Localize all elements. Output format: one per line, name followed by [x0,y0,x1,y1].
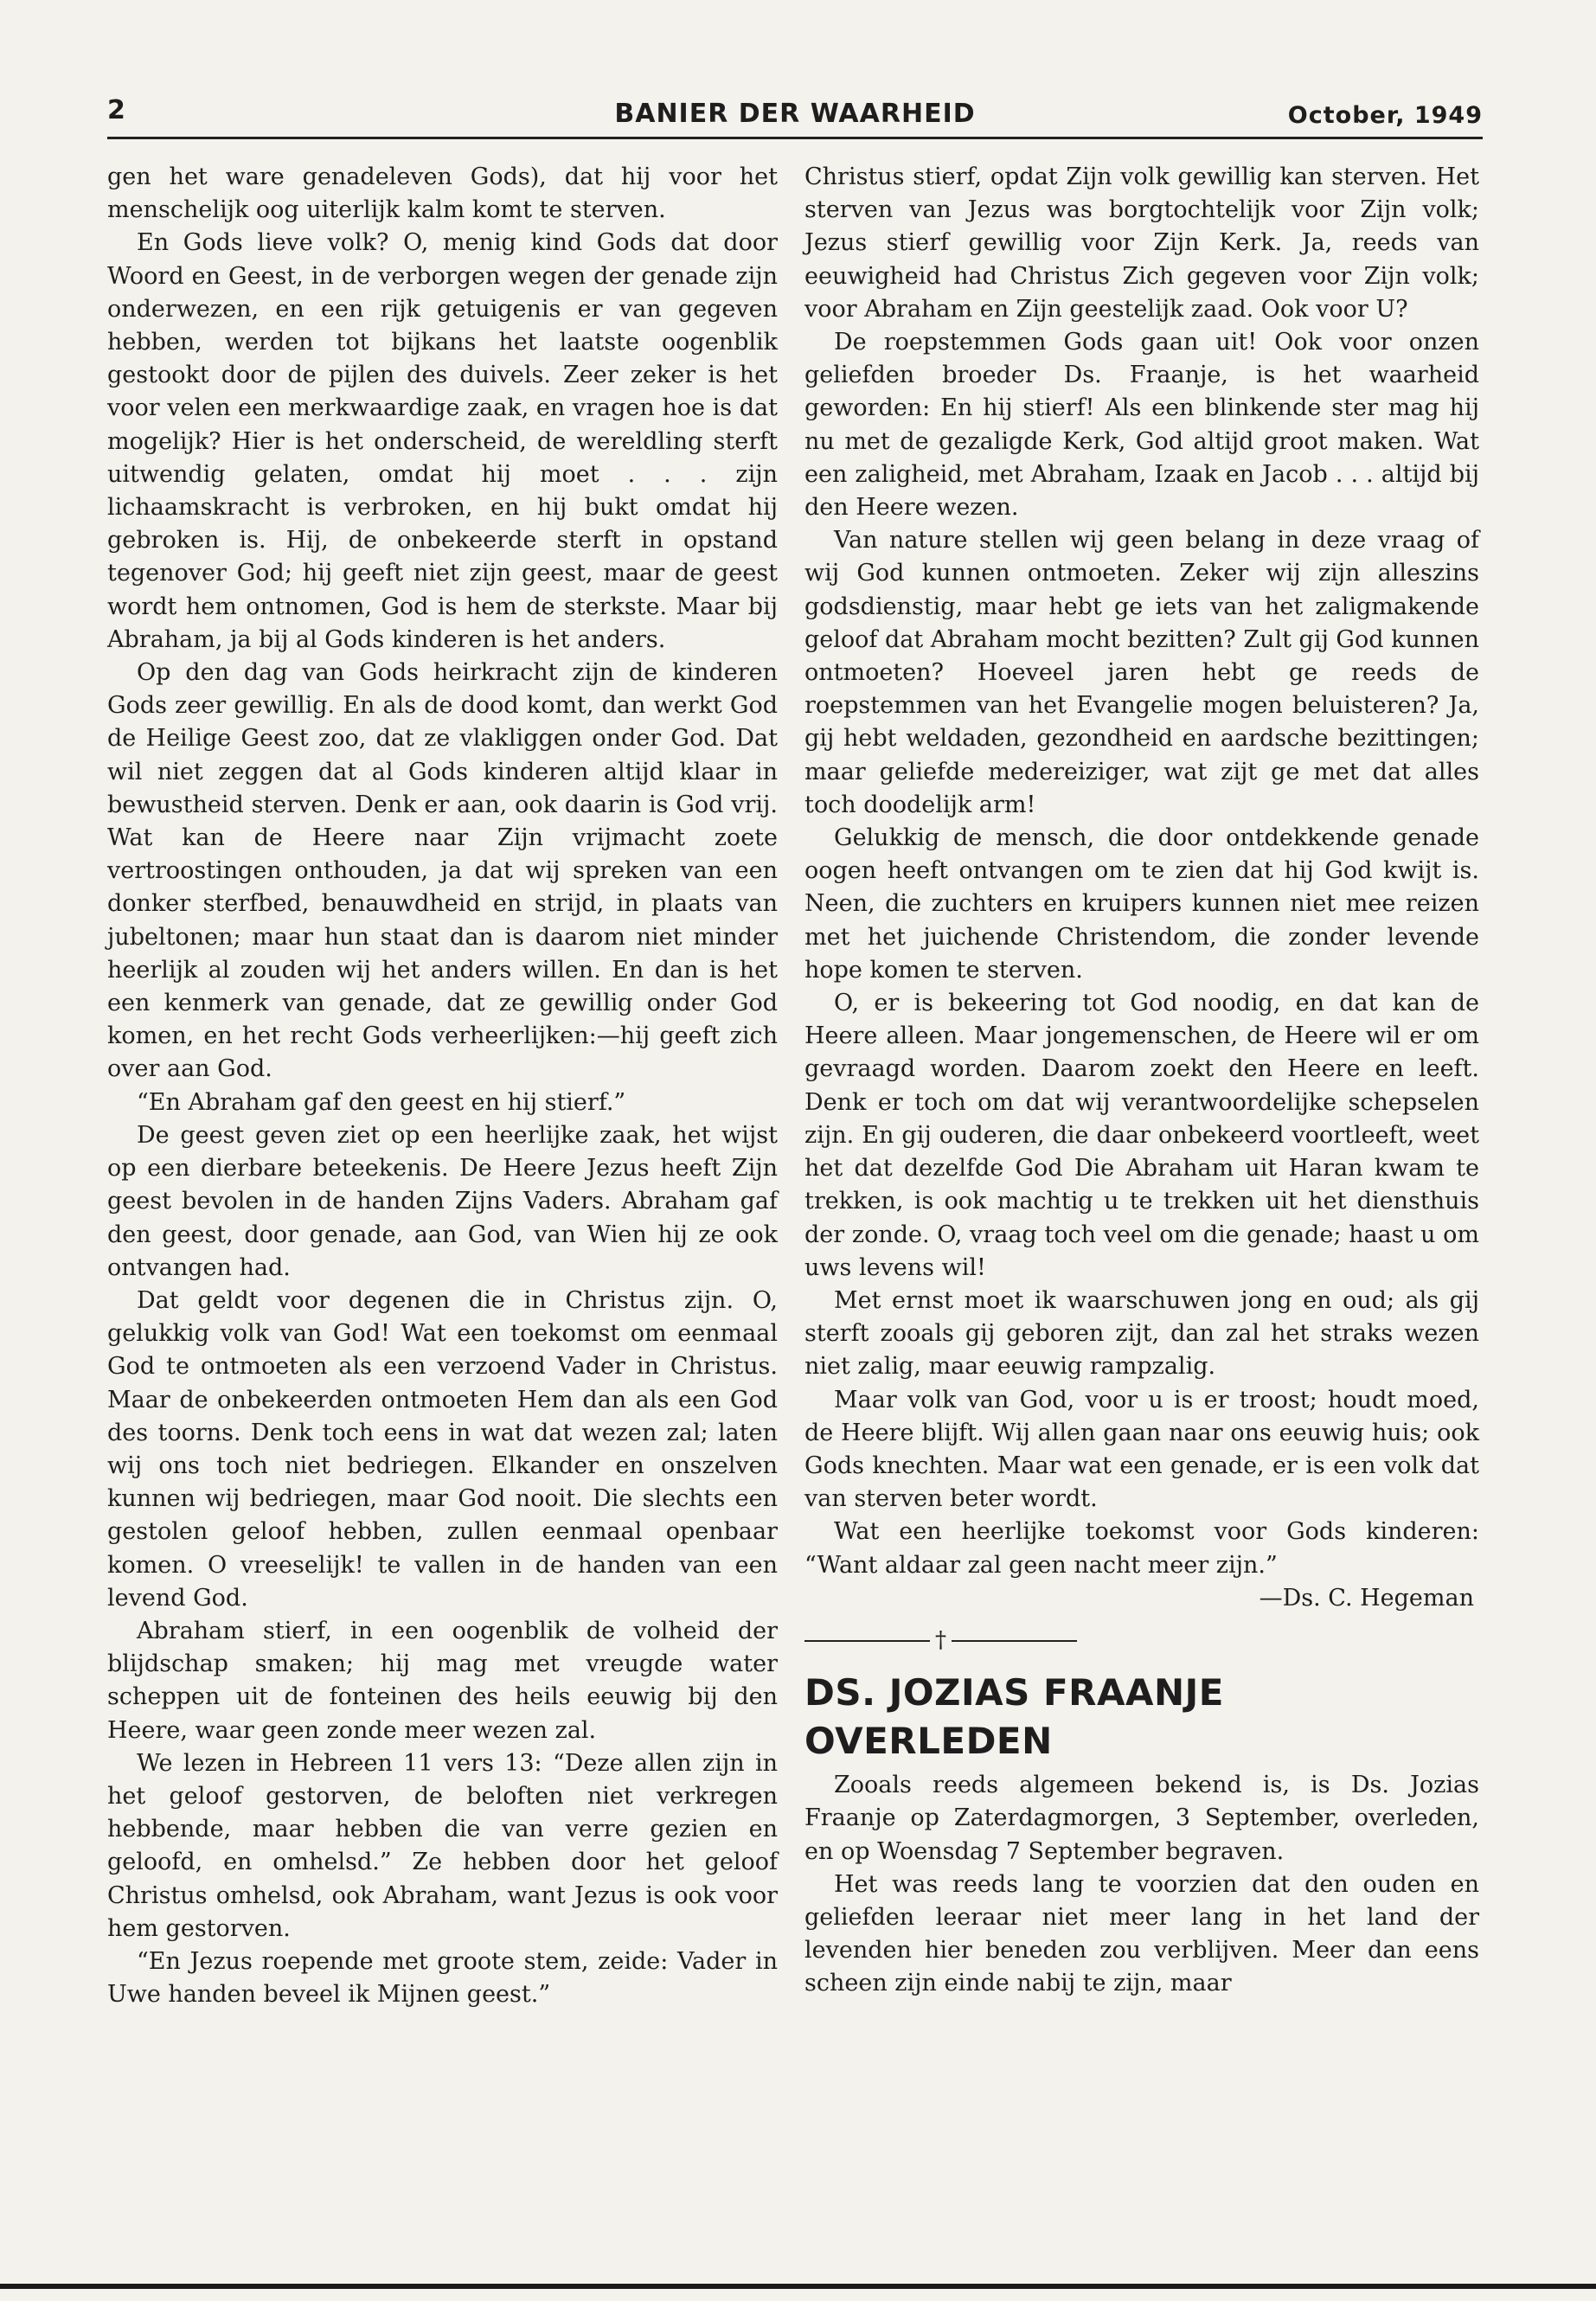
paragraph: Het was reeds lang te voorzien dat den ouden en geliefden leeraar niet meer lang in het land der levenden hier beneden zou verblijven. Meer dan eens scheen zijn einde nabij te zijn, maar [804,1870,1479,1997]
paragraph: Op den dag van Gods heirkracht zijn de kinderen Gods zeer gewillig. En als de dood komt, dan werkt God de Heilige Geest zoo, dat ze vlakliggen onder God. Dat wil niet zeggen dat al Gods kinderen altijd klaar in bewustheid sterven. Denk er aan, ook daarin is God vrij. Wat kan de Heere naar Zijn vrijmacht zoete vertroostingen onthouden, ja dat wij spreken van een donker sterfbed, benauwdheid en strijd, in plaats van jubeltonen; maar hun staat dan is daarom niet minder heerlijk al zouden wij het anders willen. En dan is het een kenmerk van genade, dat ze gewillig onder God komen, en het recht Gods verheerlijken:—hij geeft zich over aan God. [107,659,778,1083]
section-divider [804,1624,1479,1657]
paragraph: Wat een heerlijke toekomst voor Gods kinderen: “Want aldaar zal geen nacht meer zijn.” [804,1518,1479,1579]
article-headline: DS. JOZIAS FRAANJE OVERLEDEN [804,1671,1224,1763]
left-column [107,161,778,2011]
paragraph: We lezen in Hebreen 11 vers 13: “Deze allen zijn in het geloof gestorven, de beloften niet verkregen hebbende, maar hebben die van verre gezien en geloofd, en omhelsd.” Ze hebben door het geloof Christus omhelsd, ook Abraham, want Jezus is ook voor hem gestorven. [107,1749,778,1942]
paragraph: O, er is bekeering tot God noodig, en dat kan de Heere alleen. Maar jongemenschen, de Heere wil er om gevraagd worden. Daarom zoekt den Heere en leeft. Denk er toch om dat wij verantwoordelijke schepselen zijn. En gij ouderen, die daar onbekeerd voortleeft, weet het dat dezelfde God Die Abraham uit Haran kwam te trekken, is ook machtig u te trekken uit het diensthuis der zonde. O, vraag toch veel om die genade; haast u om uws levens wil! [804,990,1479,1281]
paragraph: Zooals reeds algemeen bekend is, is Ds. Jozias Fraanje op Zaterdagmorgen, 3 September, overleden, en op Woensdag 7 September begraven. [804,1772,1479,1865]
paragraph: Dat geldt voor degenen die in Christus zijn. O, gelukkig volk van God! Wat een toekomst om eenmaal God te ontmoeten als een verzoend Vader in Christus. Maar de onbekeerden ontmoeten Hem dan als een God des toorns. Denk toch eens in wat dat wezen zal; laten wij ons toch niet bedriegen. Elkander en onszelven kunnen wij bedriegen, maar God nooit. Die slechts een gestolen geloof hebben, zullen eenmaal openbaar komen. O vreeselijk! te vallen in de handen van een levend God. [107,1286,778,1612]
paragraph: Abraham stierf, in een oogenblik de volheid der blijdschap smaken; hij mag met vreugde water scheppen uit de fonteinen des heils eeuwig bij den Heere, waar geen zonde meer wezen zal. [107,1617,778,1744]
bottom-border [0,2284,1596,2289]
issue-date: October, 1949 [1287,102,1483,129]
paragraph: De roepstemmen Gods gaan uit! Ook voor onzen geliefden broeder Ds. Fraanje, is het waarheid geworden: En hij stierf! Als een blinkende ster mag hij nu met de gezaligde Kerk, God altijd groot maken. Wat een zaligheid, met Abraham, Izaak en Jacob . . . altijd bij den Heere wezen. [804,329,1479,522]
page-number: 2 [107,95,125,125]
paragraph: Gelukkig de mensch, die door ontdekkende genade oogen heeft ontvangen om te zien dat hij God kwijt is. Neen, die zuchters en kruipers kunnen niet mee reizen met het juichende Christendom, die zonder levende hope komen te sterven. [804,824,1479,984]
right-column [804,161,1479,2001]
cross-symbol: † [935,1626,946,1653]
paragraph: Met ernst moet ik waarschuwen jong en oud; als gij sterft zooals gij geboren zijt, dan zal het straks wezen niet zalig, maar eeuwig rampzalig. [804,1286,1479,1381]
header-rule [107,137,1483,139]
paragraph: gen het ware genadeleven Gods), dat hij voor het menschelijk oog uiterlijk kalm komt te sterven. [107,163,778,224]
paragraph: En Gods lieve volk? O, menig kind Gods dat door Woord en Geest, in de verborgen wegen der genade zijn onderwezen, en een rijk getuigenis er van gegeven hebben, werden tot bijkans het laatste oogenblik gestookt door de pijlen des duivels. Zeer zeker is het voor velen een merkwaardige zaak, en vragen hoe is dat mogelijk? Hier is het onderscheid, de wereldling sterft uitwendig gelaten, omdat hij moet . . . zijn lichaamskracht is verbroken, en hij bukt omdat hij gebroken is. Hij, de onbekeerde sterft in opstand tegenover God; hij geeft niet zijn geest, maar de geest wordt hem ontnomen, God is hem de sterkste. Maar bij Abraham, ja bij al Gods kinderen is het anders. [107,229,778,653]
page-header [107,95,1483,138]
paragraph: Maar volk van God, voor u is er troost; houdt moed, de Heere blijft. Wij allen gaan naar ons eeuwig huis; ook Gods knechten. Maar wat een genade, er is een volk dat van sterven beter wordt. [804,1386,1479,1513]
paragraph: Van nature stellen wij geen belang in deze vraag of wij God kunnen ontmoeten. Zeker wij zijn alleszins godsdienstig, maar hebt ge iets van het zaligmakende geloof dat Abraham mocht bezitten? Zult gij God kunnen ontmoeten? Hoeveel jaren hebt ge reeds de roepstemmen van het Evangelie mogen beluisteren? Ja, gij hebt weldaden, gezondheid en aardsche bezittingen; maar geliefde medereiziger, wat zijt ge met dat alles toch doodelijk arm! [804,527,1479,818]
paragraph: Christus stierf, opdat Zijn volk gewillig kan sterven. Het sterven van Jezus was borgtochtelijk voor Zijn volk; Jezus stierf gewillig voor Zijn Kerk. Ja, reeds van eeuwigheid had Christus Zich gegeven voor Zijn volk; voor Abraham en Zijn geestelijk zaad. Ook voor U? [804,163,1479,323]
author-signature: —Ds. C. Hegeman [1259,1584,1474,1612]
scripture-quote: “En Jezus roepende met groote stem, zeide: Vader in Uwe handen beveel ik Mijnen geest.” [107,1947,778,2009]
paragraph: De geest geven ziet op een heerlijke zaak, het wijst op een dierbare beteekenis. De Heere Jezus heeft Zijn geest bevolen in de handen Zijns Vaders. Abraham gaf den geest, door genade, aan God, van Wien hij ze ook ontvangen had. [107,1121,778,1281]
publication-title: BANIER DER WAARHEID [614,99,976,129]
scripture-quote: “En Abraham gaf den geest en hij stierf.” [137,1088,626,1116]
